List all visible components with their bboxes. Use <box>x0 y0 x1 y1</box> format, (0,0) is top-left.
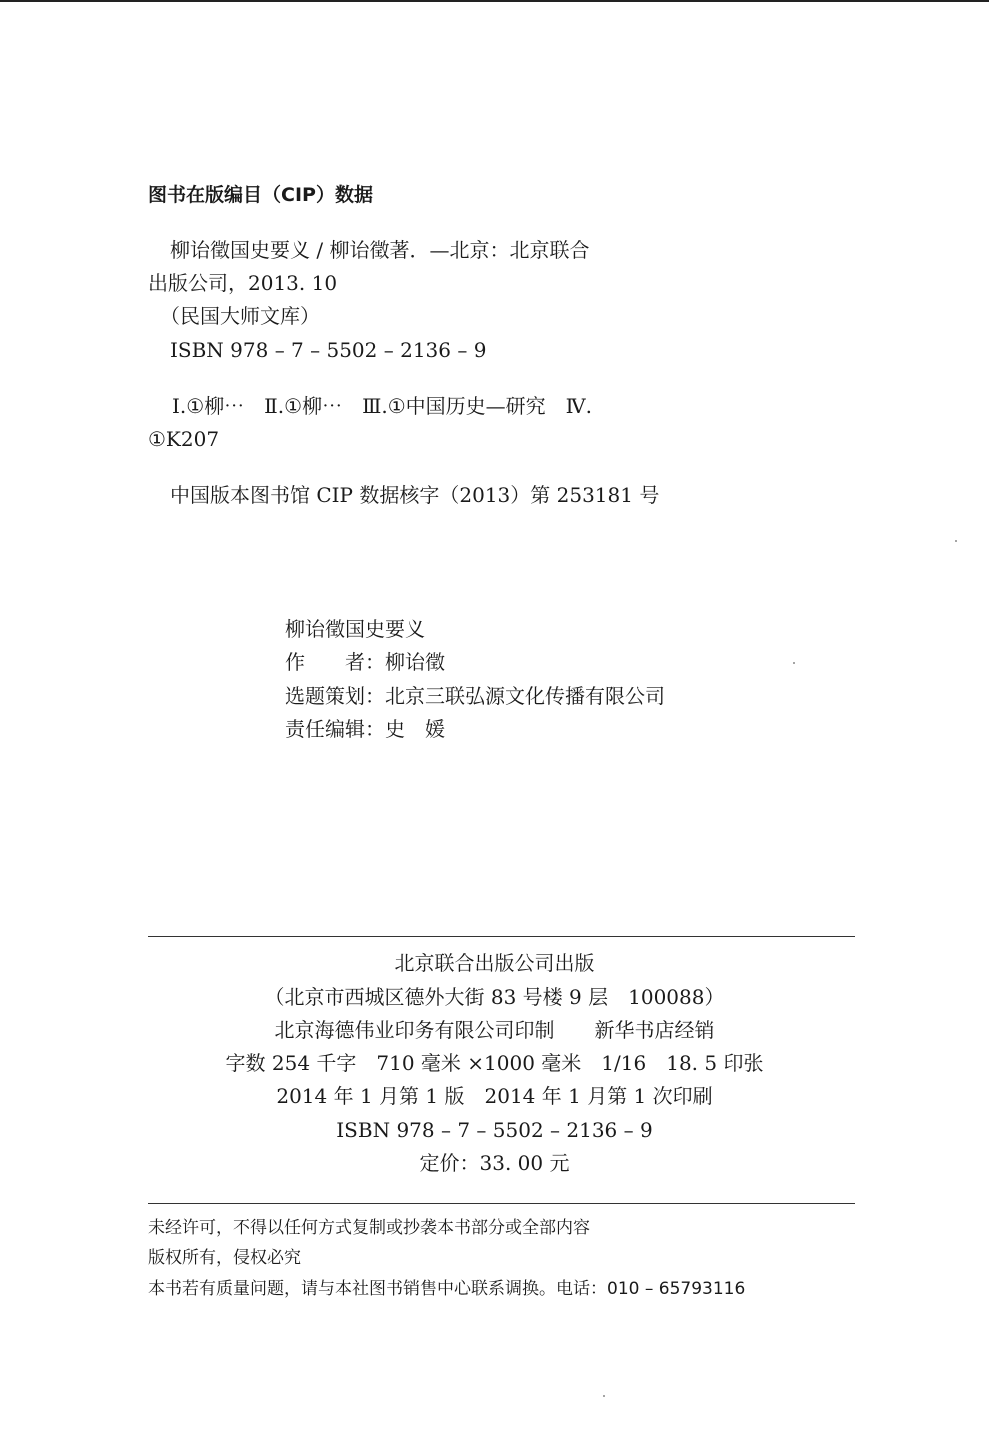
imprint-address: （北京市西城区德外大街 83 号楼 9 层 100088） <box>264 985 725 1009</box>
book-editor-row <box>285 717 445 741</box>
author-label: 作 者： <box>285 650 385 674</box>
cip-line-1: 柳诒徵国史要义 / 柳诒徵著．—北京：北京联合 <box>170 238 590 262</box>
scan-top-border <box>0 0 989 2</box>
imprint-bottom-rule <box>148 1203 855 1204</box>
imprint-isbn: ISBN 978 – 7 – 5502 – 2136 – 9 <box>336 1118 653 1142</box>
cip-classification: Ⅰ.①柳⋯ Ⅱ.①柳⋯ Ⅲ.①中国历史—研究 Ⅳ. <box>172 394 592 418</box>
notice-line-3: 本书若有质量问题，请与本社图书销售中心联系调换。电话：010 – 65793116 <box>148 1279 746 1299</box>
cip-series: （民国大师文库） <box>160 304 320 328</box>
imprint-publisher: 北京联合出版公司出版 <box>394 951 595 975</box>
book-title: 柳诒徵国史要义 <box>285 617 425 641</box>
notice-line-2: 版权所有，侵权必究 <box>148 1248 301 1268</box>
cip-verification: 中国版本图书馆 CIP 数据核字（2013）第 253181 号 <box>170 483 660 507</box>
planner-value: 北京三联弘源文化传播有限公司 <box>385 684 665 708</box>
cip-line-2: 出版公司，2013. 10 <box>148 271 338 295</box>
author-value: 柳诒徵 <box>385 650 445 674</box>
editor-label: 责任编辑： <box>285 717 385 741</box>
scan-speck <box>603 1395 605 1397</box>
imprint-edition: 2014 年 1 月第 1 版 2014 年 1 月第 1 次印刷 <box>276 1084 713 1108</box>
book-author-row <box>285 650 445 674</box>
book-planner-row <box>285 684 665 708</box>
imprint-specs: 字数 254 千字 710 毫米 ×1000 毫米 1/16 18. 5 印张 <box>225 1051 764 1075</box>
cip-heading: 图书在版编目（CIP）数据 <box>148 184 373 206</box>
imprint-price: 定价：33. 00 元 <box>419 1151 570 1175</box>
notice-line-1: 未经许可，不得以任何方式复制或抄袭本书部分或全部内容 <box>148 1218 590 1238</box>
cip-class-code: ①K207 <box>148 427 220 451</box>
scan-speck <box>793 662 795 664</box>
scan-speck <box>955 540 957 542</box>
imprint-top-rule <box>148 936 855 937</box>
cip-isbn: ISBN 978 – 7 – 5502 – 2136 – 9 <box>170 338 487 362</box>
editor-value: 史 媛 <box>385 717 445 741</box>
imprint-printer: 北京海德伟业印务有限公司印制 新华书店经销 <box>274 1018 715 1042</box>
planner-label: 选题策划： <box>285 684 385 708</box>
